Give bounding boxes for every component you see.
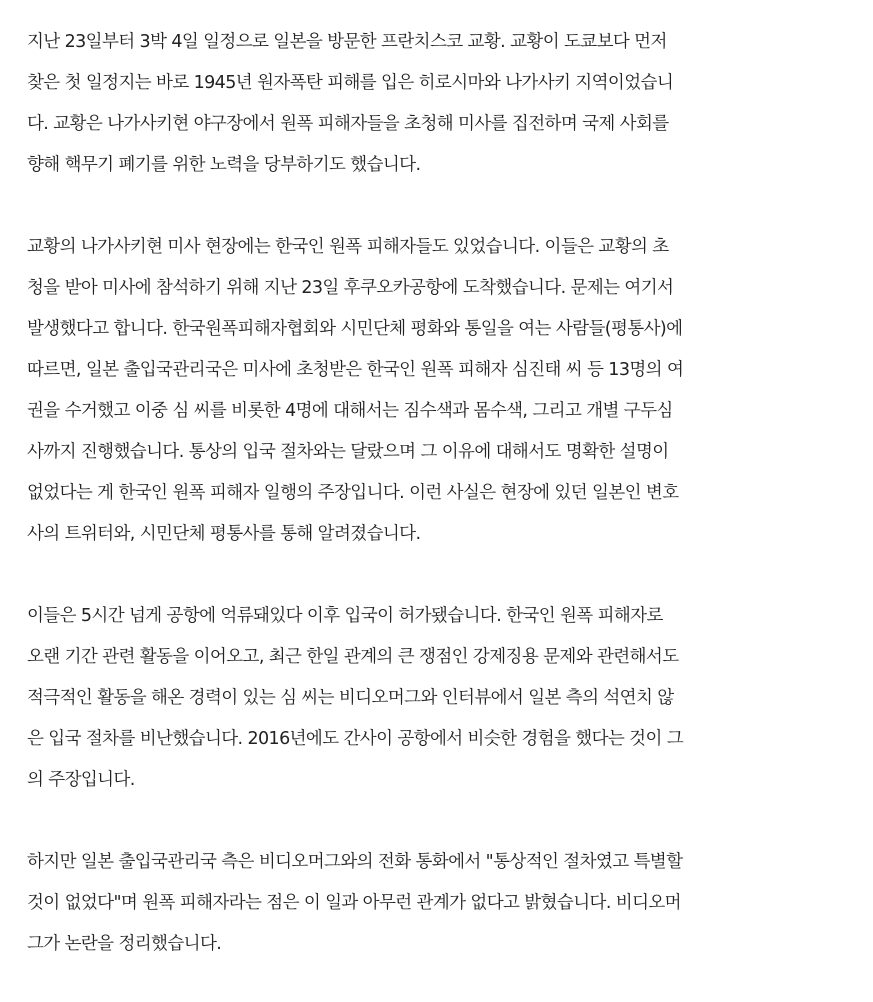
paragraph-4: [27, 842, 873, 965]
text-line: 교황의 나가사키현 미사 현장에는 한국인 원폭 피해자들도 있었습니다. 이들은 교황의 초: [27, 237, 669, 257]
text-line: 청을 받아 미사에 참석하기 위해 지난 23일 후쿠오카공항에 도착했습니다. 문제는 여기서: [27, 278, 674, 298]
text-line: 것이 없었다"며 원폭 피해자라는 점은 이 일과 아무런 관계가 없다고 밝혔습니다. 비디오머: [27, 893, 681, 913]
text-line: 향해 핵무기 폐기를 위한 노력을 당부하기도 했습니다.: [27, 155, 421, 175]
text-line: 발생했다고 합니다. 한국원폭피해자협회와 시민단체 평화와 통일을 여는 사람들(평통사)에: [27, 319, 683, 339]
text-line: 은 입국 절차를 비난했습니다. 2016년에도 간사이 공항에서 비슷한 경험을 했다는 것이 그: [27, 729, 684, 749]
text-line: 사까지 진행했습니다. 통상의 입국 절차와는 달랐으며 그 이유에 대해서도 명확한 설명이: [27, 442, 669, 462]
text-line: 지난 23일부터 3박 4일 일정으로 일본을 방문한 프란치스코 교황. 교황이 도쿄보다 먼저: [27, 32, 667, 52]
text-line: 의 주장입니다.: [27, 770, 135, 790]
text-line: 없었다는 게 한국인 원폭 피해자 일행의 주장입니다. 이런 사실은 현장에 있던 일본인 변호: [27, 483, 679, 503]
paragraph-1: [27, 22, 873, 186]
text-line: 오랜 기간 관련 활동을 이어오고, 최근 한일 관계의 큰 쟁점인 강제징용 문제와 관련해서도: [27, 647, 679, 667]
text-line: 이들은 5시간 넘게 공항에 억류돼있다 이후 입국이 허가됐습니다. 한국인 원폭 피해자로: [27, 606, 663, 626]
text-line: 따르면, 일본 출입국관리국은 미사에 초청받은 한국인 원폭 피해자 심진태 씨 등 13명의 여: [27, 360, 684, 380]
paragraph-3: [27, 596, 873, 801]
text-line: 다. 교황은 나가사키현 야구장에서 원폭 피해자들을 초청해 미사를 집전하며 국제 사회를: [27, 114, 669, 134]
paragraph-2: [27, 227, 873, 555]
text-line: 적극적인 활동을 해온 경력이 있는 심 씨는 비디오머그와 인터뷰에서 일본 측의 석연치 않: [27, 688, 674, 708]
text-line: 권을 수거했고 이중 심 씨를 비롯한 4명에 대해서는 짐수색과 몸수색, 그리고 개별 구두심: [27, 401, 673, 421]
text-line: 사의 트위터와, 시민단체 평통사를 통해 알려졌습니다.: [27, 524, 421, 544]
text-line: 찾은 첫 일정지는 바로 1945년 원자폭탄 피해를 입은 히로시마와 나가사키 지역이었습니: [27, 73, 674, 93]
text-line: 하지만 일본 출입국관리국 측은 비디오머그와의 전화 통화에서 "통상적인 절차였고 특별할: [27, 852, 683, 872]
text-line: 그가 논란을 정리했습니다.: [27, 934, 222, 954]
